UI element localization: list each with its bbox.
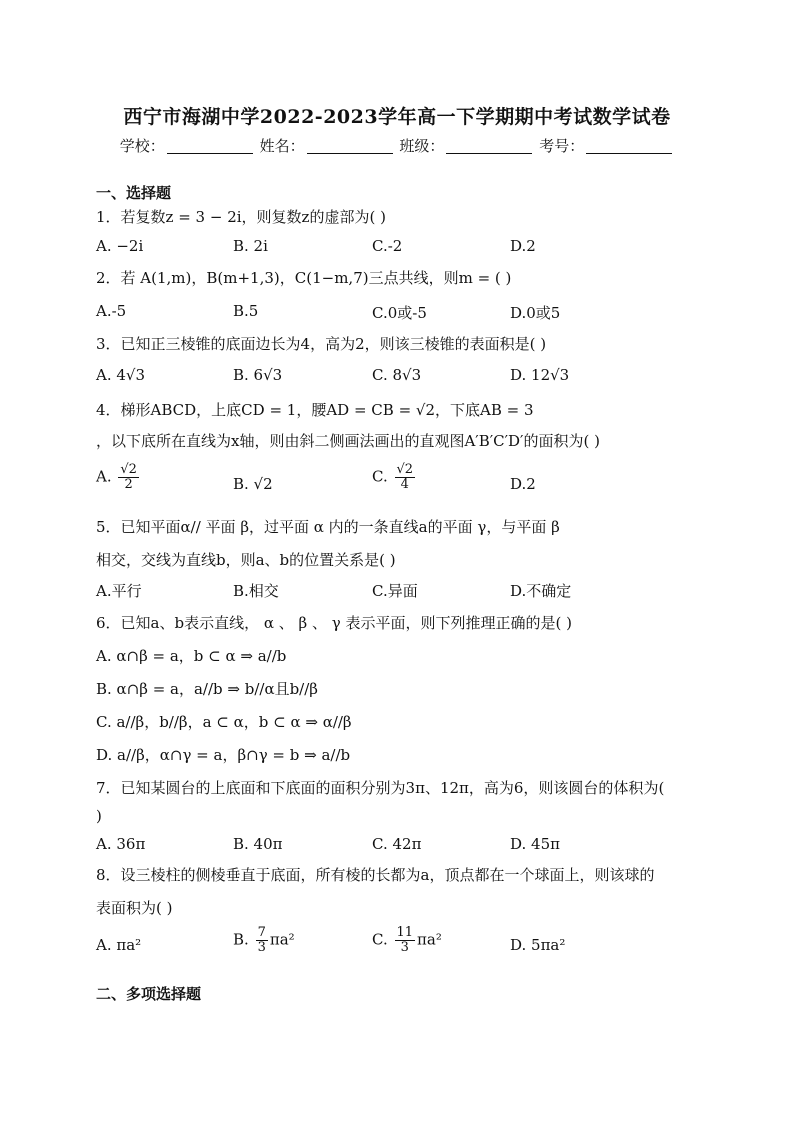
q2-option-b: B.5	[233, 302, 259, 320]
q2-option-d: D.0或5	[510, 304, 561, 322]
q4-option-c	[372, 463, 417, 492]
question-4-stem-continued: ，以下底所在直线为x轴，则由斜二侧画法画出的直观图A′B′C′D′的面积为( )	[96, 432, 600, 450]
q3-option-a: A. 4√3	[96, 366, 146, 384]
q8-option-c-tail: πa²	[417, 930, 442, 949]
q8-option-b	[233, 926, 295, 955]
q8-option-c-label: C.	[372, 930, 388, 949]
question-7-stem-continued: )	[96, 807, 102, 825]
number-label: 考号：	[539, 137, 585, 155]
q2-option-a: A.-5	[96, 302, 127, 320]
q1-option-a: A. −2i	[96, 237, 144, 255]
q4-option-b: B. √2	[233, 475, 273, 493]
question-5-stem-continued: 相交，交线为直线b，则a、b的位置关系是( )	[96, 551, 396, 569]
q4-option-a-denominator: 2	[124, 477, 133, 492]
q1-option-c: C.-2	[372, 237, 403, 255]
q3-option-b: B. 6√3	[233, 366, 283, 384]
q3-option-c: C. 8√3	[372, 366, 422, 384]
q4-option-a-fraction	[118, 463, 139, 492]
q3-option-d: D. 12√3	[510, 366, 570, 384]
q4-option-a-numerator: √2	[120, 462, 137, 477]
q7-option-d: D. 45π	[510, 835, 560, 853]
question-1-stem: 1．若复数z = 3 − 2i，则复数z的虚部为( )	[96, 208, 386, 226]
q6-option-a: A. α∩β = a，b ⊂ α ⇒ a//b	[96, 647, 287, 665]
q8-option-c-numerator: 11	[396, 925, 414, 940]
section-heading-choice: 一、选择题	[96, 184, 172, 202]
q8-option-b-label: B.	[233, 930, 249, 949]
q6-option-b: B. α∩β = a，a//b ⇒ b//α且b//β	[96, 680, 318, 698]
question-4-stem: 4．梯形ABCD，上底CD = 1，腰AD = CB = √2，下底AB = 3	[96, 401, 534, 419]
question-7-stem: 7．已知某圆台的上底面和下底面的面积分别为3π、12π，高为6，则该圆台的体积为(	[96, 779, 665, 797]
q8-option-a: A. πa²	[96, 936, 142, 954]
section-heading-multiple-choice: 二、多项选择题	[96, 985, 202, 1003]
q8-option-c	[372, 926, 442, 955]
q8-option-b-numerator: 7	[257, 925, 266, 940]
q4-option-c-denominator: 4	[400, 477, 409, 492]
question-2-stem: 2．若 A(1,m)，B(m+1,3)，C(1−m,7)三点共线，则m = ( )	[96, 269, 512, 287]
q2-option-c: C.0或-5	[372, 304, 427, 322]
q4-option-a-label: A.	[96, 467, 112, 486]
question-6-stem: 6．已知a、b表示直线， α 、 β 、 γ 表示平面，则下列推理正确的是( )	[96, 614, 572, 632]
q5-option-b: B.相交	[233, 582, 279, 600]
name-label: 姓名：	[259, 137, 305, 155]
q7-option-c: C. 42π	[372, 835, 422, 853]
q6-option-c: C. a//β，b//β，a ⊂ α，b ⊂ α ⇒ α//β	[96, 713, 352, 731]
class-label: 班级：	[399, 137, 445, 155]
q7-option-b: B. 40π	[233, 835, 283, 853]
q6-option-d: D. a//β，α∩γ = a，β∩γ = b ⇒ a//b	[96, 746, 351, 764]
q8-option-b-tail: πa²	[269, 930, 295, 949]
class-blank[interactable]	[446, 139, 532, 154]
q4-option-c-label: C.	[372, 467, 388, 486]
q4-option-d: D.2	[510, 475, 536, 493]
q8-option-c-denominator: 3	[400, 940, 409, 955]
q5-option-d: D.不确定	[510, 582, 572, 600]
exam-title: 西宁市海湖中学2022-2023学年高一下学期期中考试数学试卷	[123, 106, 671, 128]
student-info-line	[0, 135, 794, 156]
q8-option-b-fraction	[256, 926, 268, 955]
question-5-stem: 5．已知平面α// 平面 β，过平面 α 内的一条直线a的平面 γ，与平面 β	[96, 518, 560, 536]
question-8-stem: 8．设三棱柱的侧棱垂直于底面，所有棱的长都为a，顶点都在一个球面上，则该球的	[96, 866, 655, 884]
question-8-stem-continued: 表面积为( )	[96, 899, 173, 917]
q8-option-d: D. 5πa²	[510, 936, 566, 954]
q1-option-d: D.2	[510, 237, 536, 255]
school-blank[interactable]	[167, 139, 253, 154]
name-blank[interactable]	[307, 139, 393, 154]
q8-option-b-denominator: 3	[257, 940, 266, 955]
q7-option-a: A. 36π	[96, 835, 146, 853]
number-blank[interactable]	[586, 139, 672, 154]
q5-option-a: A.平行	[96, 582, 142, 600]
school-label: 学校：	[119, 137, 165, 155]
question-3-stem: 3．已知正三棱锥的底面边长为4，高为2，则该三棱锥的表面积是( )	[96, 335, 547, 353]
q5-option-c: C.异面	[372, 582, 418, 600]
q4-option-a	[96, 463, 141, 492]
q1-option-b: B. 2i	[233, 237, 268, 255]
q4-option-c-fraction	[395, 463, 416, 492]
q8-option-c-fraction	[395, 926, 416, 955]
q4-option-c-numerator: √2	[396, 462, 414, 477]
